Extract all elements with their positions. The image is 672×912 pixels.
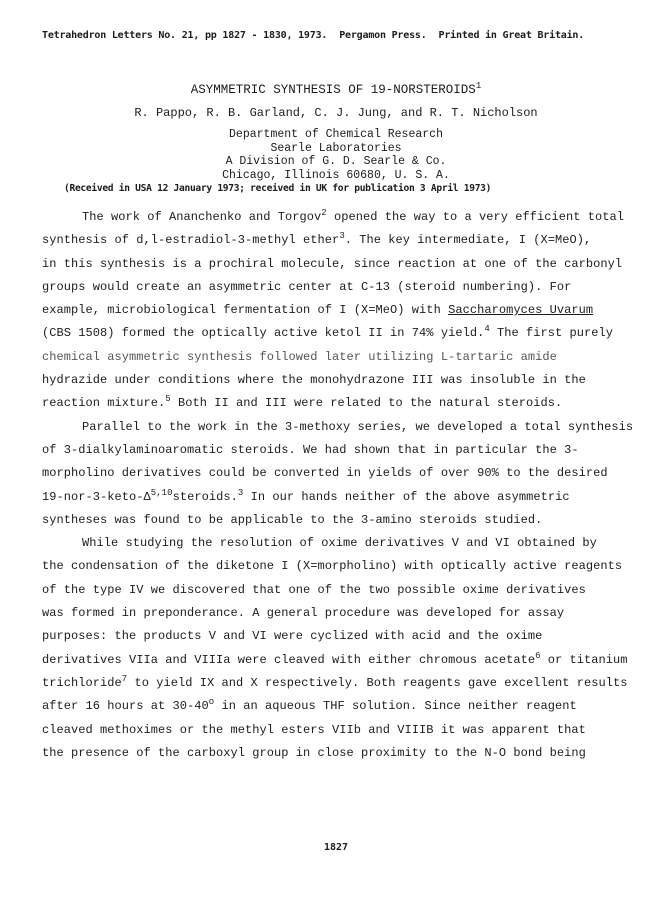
body-text: trichloride xyxy=(42,675,122,690)
received-dates: (Received in USA 12 January 1973; received in UK for publication 3 April 1973) xyxy=(64,183,492,194)
body-line: of the type IV we discovered that one of the two possible oxime derivatives xyxy=(42,582,586,597)
body-text: derivatives VIIa and VIIIa were cleaved with either chromous acetate xyxy=(42,652,536,667)
body-text: after 16 hours at 30-40 xyxy=(42,699,209,714)
affiliation-line: A Division of G. D. Searle & Co. xyxy=(225,155,447,168)
body-line xyxy=(42,672,652,695)
body-line: chemical asymmetric synthesis followed later utilizing L-tartaric amide xyxy=(42,349,557,364)
body-line: the presence of the carboxyl group in close proximity to the N-O bond being xyxy=(42,745,586,760)
page-number: 1827 xyxy=(323,842,349,853)
article-title xyxy=(0,80,672,97)
body-line: morpholino derivatives could be converted in yields of over 90% to the desired xyxy=(42,466,608,481)
body-line xyxy=(42,486,652,509)
body-text: in an aqueous THF solution. Since neither reagent xyxy=(214,699,577,714)
body-line: Parallel to the work in the 3-methoxy series, we developed a total synthesis xyxy=(82,419,634,434)
title-footnote-ref: 1 xyxy=(475,80,482,91)
body-line: syntheses was found to be applicable to the 3-amino steroids studied. xyxy=(42,512,543,527)
body-text: 19-nor-3-keto-Δ xyxy=(42,489,151,504)
body-line: the condensation of the diketone I (X=morpholino) with optically active reagents xyxy=(42,559,623,574)
body-text: . The key intermediate, I (X=MeO), xyxy=(344,233,592,248)
printed-in: Printed in Great Britain. xyxy=(438,30,585,41)
body-line xyxy=(42,299,652,322)
running-header xyxy=(42,30,584,41)
body-line: purposes: the products V and VI were cyclized with acid and the oxime xyxy=(42,629,543,644)
journal-citation: Tetrahedron Letters No. 21, pp 1827 - 1830, 1973. xyxy=(42,30,328,41)
body-line: of 3-dialkylaminoaromatic steroids. We had shown that in particular the 3- xyxy=(42,442,579,457)
body-line xyxy=(42,206,652,229)
footnote-ref: 4 xyxy=(484,324,490,335)
footnote-ref: 3 xyxy=(339,231,345,242)
body-text: The first purely xyxy=(489,326,614,341)
affiliation-line: Searle Laboratories xyxy=(270,141,402,155)
author-list: R. Pappo, R. B. Garland, C. J. Jung, and R. T. Nicholson xyxy=(134,106,538,120)
body-text: steroids. xyxy=(172,489,238,504)
organism-name: Saccharomyces Uvarum xyxy=(448,303,594,318)
body-line: was formed in preponderance. A general procedure was developed for assay xyxy=(42,606,565,621)
body-text: reaction mixture. xyxy=(42,396,166,411)
publisher: Pergamon Press. xyxy=(339,30,427,41)
body-line xyxy=(42,695,652,718)
body-line: groups would create an asymmetric center at C-13 (steroid numbering). For xyxy=(42,279,572,294)
body-text: opened the way to a very efficient total xyxy=(326,210,625,224)
superscript: 5,10 xyxy=(150,487,173,498)
body-line xyxy=(42,322,652,345)
footnote-ref: 3 xyxy=(237,487,244,498)
body-text: example, microbiological fermentation of I (X=MeO) with xyxy=(42,303,449,318)
article-title-text: ASYMMETRIC SYNTHESIS OF 19-NORSTEROIDS xyxy=(190,83,476,97)
footnote-ref: 5 xyxy=(165,394,171,405)
body-text: synthesis of d,l-estradiol-3-methyl ether xyxy=(42,233,340,248)
footnote-ref: 7 xyxy=(121,673,128,684)
body-line: cleaved methoximes or the methyl esters VIIb and VIIIB it was apparent that xyxy=(42,722,586,737)
body-line xyxy=(42,392,652,415)
body-line: hydrazide under conditions where the monohydrazone III was insoluble in the xyxy=(42,373,586,388)
body-line: in this synthesis is a prochiral molecule, since reaction at one of the carbonyl xyxy=(42,256,623,271)
affiliation xyxy=(0,128,672,182)
affiliation-line: Chicago, Illinois 60680, U. S. A. xyxy=(222,168,450,182)
body-line: While studying the resolution of oxime derivatives V and VI obtained by xyxy=(82,536,597,551)
footnote-ref: 2 xyxy=(321,208,327,218)
body-line xyxy=(42,649,652,672)
affiliation-line: Department of Chemical Research xyxy=(229,128,443,141)
body-text: Both II and III were related to the natural steroids. xyxy=(170,396,563,411)
body-text: or titanium xyxy=(540,652,628,667)
body-line xyxy=(42,229,652,252)
degree-superscript: o xyxy=(208,697,215,708)
body-text: (CBS 1508) formed the optically active ketol II in 74% yield. xyxy=(42,326,485,341)
body-text: to yield IX and X respectively. Both reagents gave excellent results xyxy=(127,675,628,690)
article-body xyxy=(42,206,652,765)
body-text: In our hands neither of the above asymmetric xyxy=(243,489,570,504)
body-text: The work of Ananchenko and Torgov xyxy=(82,210,322,224)
footnote-ref: 6 xyxy=(535,650,541,661)
